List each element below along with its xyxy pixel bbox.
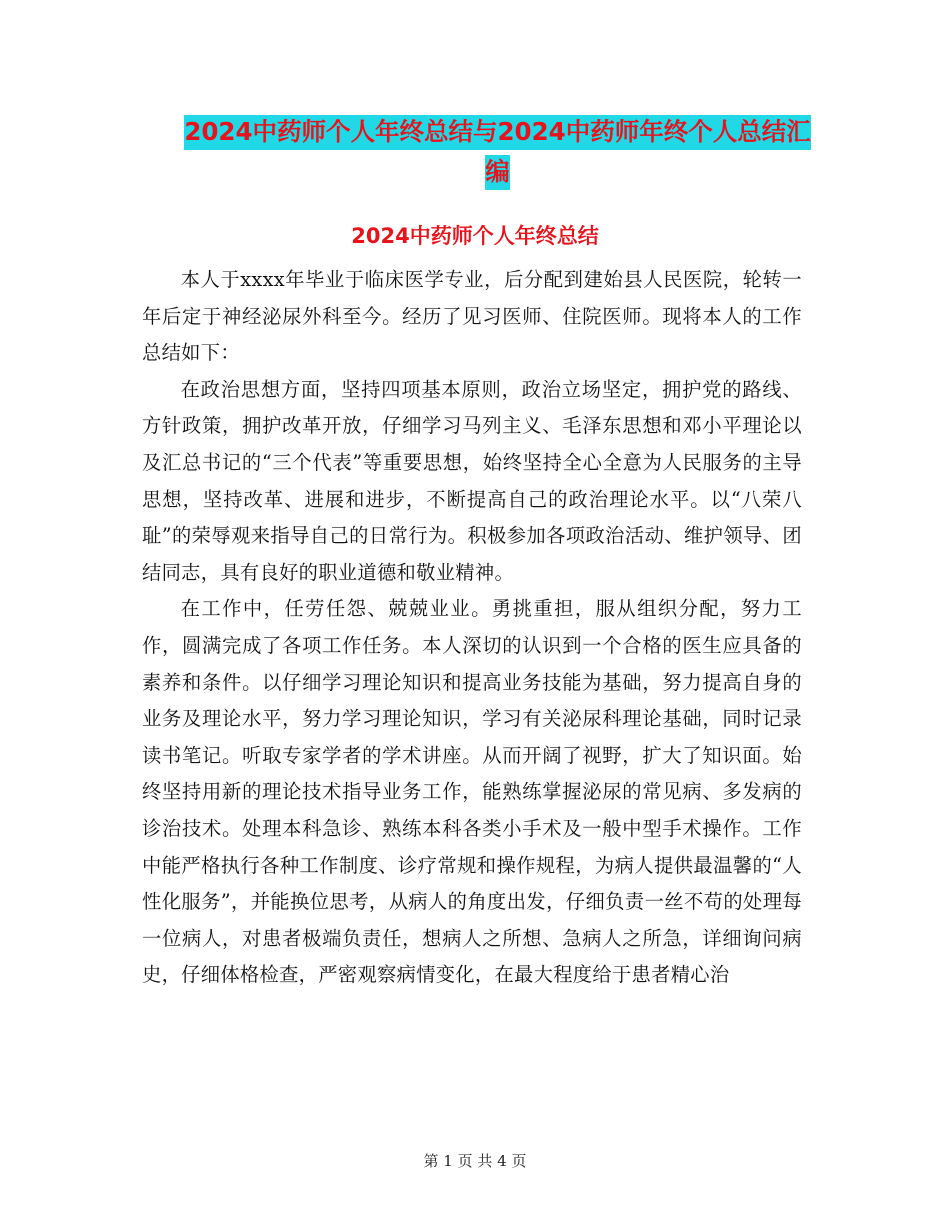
paragraph-work: 在工作中，任劳任怨、兢兢业业。勇挑重担，服从组织分配，努力工作，圆满完成了各项工作任务。本人深切的认识到一个合格的医生应具备的素养和条件。以仔细学习理论知识和提高业务技能为基础，努力提高自身的业务及理论水平，努力学习理论知识，学习有关泌尿科理论基础，同时记录读书笔记。听取专家学者的学术讲座。从而开阔了视野，扩大了知识面。始终坚持用新的理论技术指导业务工作，能熟练掌握泌尿的常见病、多发病的诊治技术。处理本科急诊、熟练本科各类小手术及一般中型手术操作。工作中能严格执行各种工作制度、诊疗常规和操作规程，为病人提供最温馨的“人性化服务”，并能换位思考，从病人的角度出发，仔细负责一丝不苟的处理每一位病人，对患者极端负责任，想病人之所想、急病人之所急，详细询问病史，仔细体格检查，严密观察病情变化，在最大程度给于患者精心治 <box>142 597 802 987</box>
section-title: 2024中药师个人年终总结 <box>351 224 599 248</box>
document-title-text: 2024中药师个人年终总结与2024中药师年终个人总结汇编 <box>184 115 810 190</box>
page-number: 第 1 页 共 4 页 <box>423 1152 527 1170</box>
document-body <box>142 262 802 994</box>
document-title <box>175 112 820 192</box>
paragraph-political: 在政治思想方面，坚持四项基本原则，政治立场坚定，拥护党的路线、方针政策，拥护改革开放，仔细学习马列主义、毛泽东思想和邓小平理论以及汇总书记的“三个代表”等重要思想，始终坚持全心全意为人民服务的主导思想，坚持改革、进展和进步，不断提高自己的政治理论水平。以“八荣八耻”的荣辱观来指导自己的日常行为。积极参加各项政治活动、维护领导、团结同志，具有良好的职业道德和敬业精神。 <box>142 377 802 584</box>
paragraph-intro: 本人于xxxx年毕业于临床医学专业，后分配到建始县人民医院，轮转一年后定于神经泌尿外科至今。经历了见习医师、住院医师。现将本人的工作总结如下： <box>142 268 802 365</box>
